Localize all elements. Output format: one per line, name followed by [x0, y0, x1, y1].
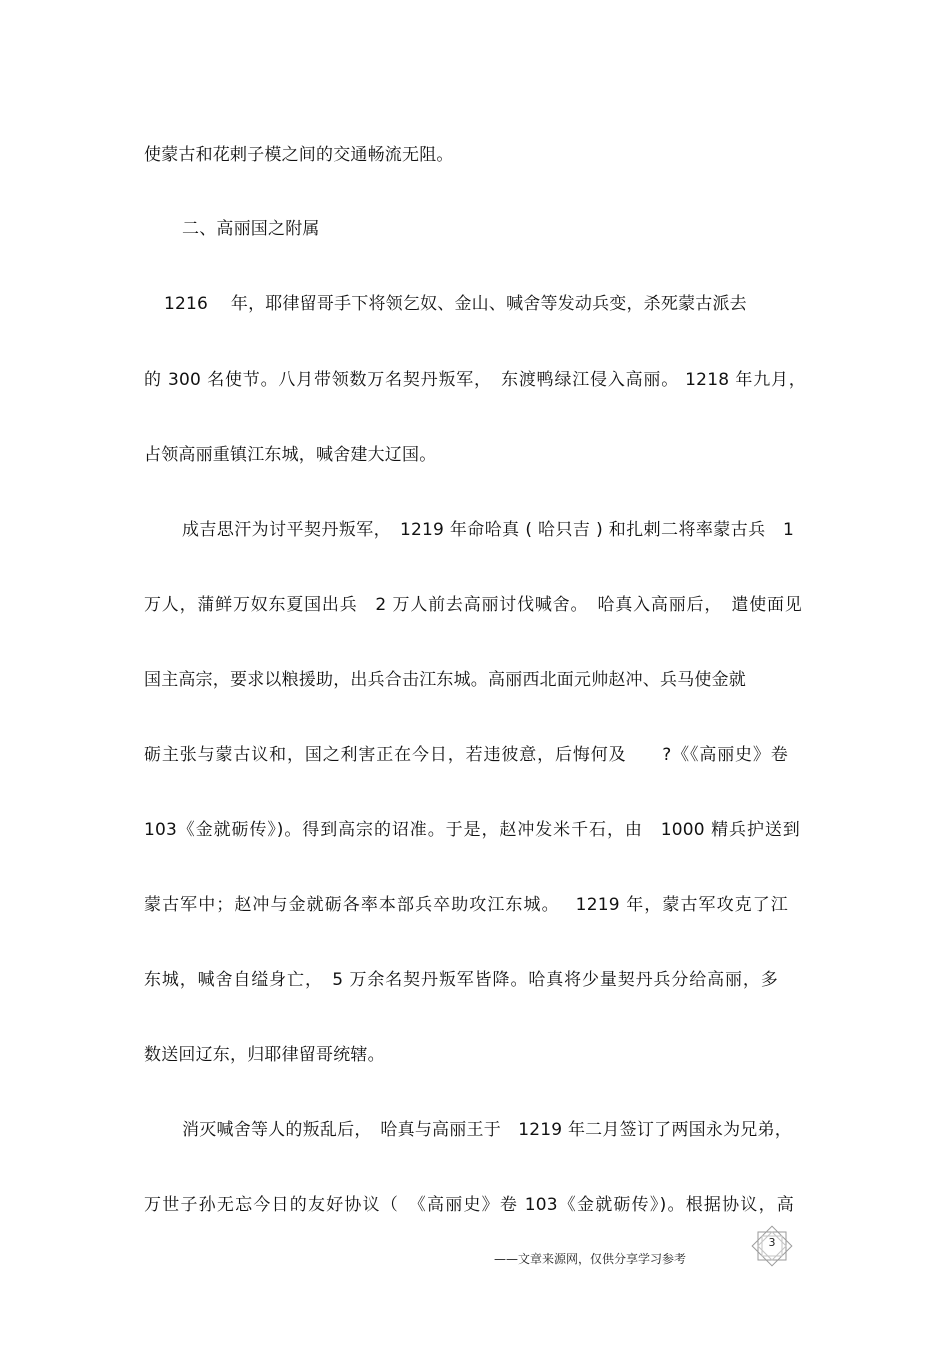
- page-number-badge: [748, 1222, 796, 1270]
- text-line-14: 消灭喊舍等人的叛乱后， 哈真与高丽王于 1219 年二月签订了两国永为兄弟，: [182, 1120, 792, 1140]
- text-line-7: 万人，蒲鲜万奴东夏国出兵 2 万人前去高丽讨伐喊舍。 哈真入高丽后， 遣使面见: [144, 595, 802, 615]
- section-heading: 二、高丽国之附属: [182, 219, 320, 239]
- page-number: 3: [768, 1236, 776, 1249]
- text-line-12: 东城，喊舍自缢身亡， 5 万余名契丹叛军皆降。哈真将少量契丹兵分给高丽，多: [144, 970, 778, 990]
- footer-note: ——文章来源网，仅供分享学习参考: [494, 1252, 687, 1266]
- text-line-9: 砺主张与蒙古议和，国之利害正在今日，若违彼意，后悔何及 ?《《高丽史》卷: [144, 745, 788, 765]
- text-line-15: 万世子孙无忘今日的友好协议（ 《高丽史》卷 103《金就砺传》)。根据协议，高: [144, 1195, 794, 1215]
- text-line-5: 占领高丽重镇江东城，喊舍建大辽国。: [144, 445, 437, 465]
- text-line-3: 1216 年，耶律留哥手下将领乞奴、金山、喊舍等发动兵变，杀死蒙古派去: [164, 294, 747, 314]
- text-line-6: 成吉思汗为讨平契丹叛军， 1219 年命哈真 ( 哈只吉 ) 和扎剌二将率蒙古兵 1: [182, 520, 794, 540]
- text-line-11: 蒙古军中；赵冲与金就砺各率本部兵卒助攻江东城。 1219 年，蒙古军攻克了江: [144, 895, 788, 915]
- text-line-8: 国主高宗，要求以粮援助，出兵合击江东城。高丽西北面元帅赵冲、兵马使金就: [144, 670, 746, 690]
- text-line-13: 数送回辽东，归耶律留哥统辖。: [144, 1045, 385, 1065]
- text-line-1: 使蒙古和花剌子模之间的交通畅流无阻。: [144, 145, 454, 165]
- text-line-10: 103《金就砺传》)。得到高宗的诏准。于是，赵冲发米千石，由 1000 精兵护送到: [144, 820, 800, 840]
- text-line-4: 的 300 名使节。八月带领数万名契丹叛军， 东渡鸭绿江侵入高丽。 1218 年九月，: [144, 370, 806, 390]
